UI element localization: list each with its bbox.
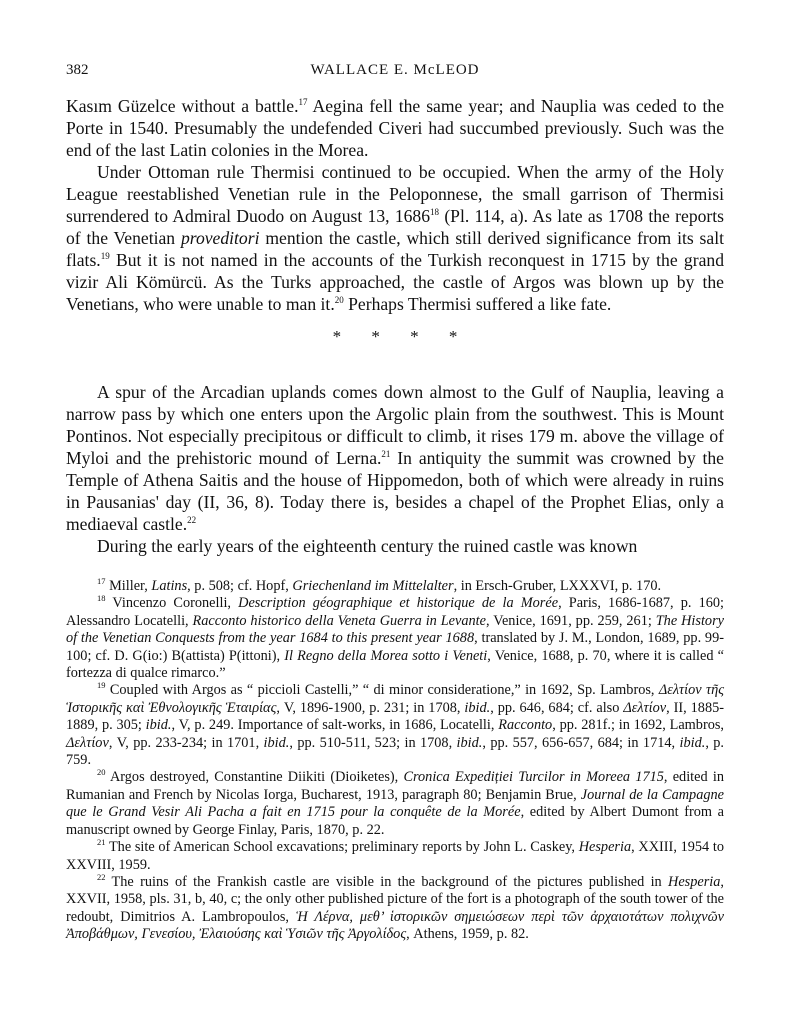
footnote-ref[interactable]: 20 (334, 295, 344, 306)
running-title: WALLACE E. McLEOD (310, 62, 480, 78)
footnote: $^{22}$ The ruins of the Frankish castle are visible in the background of the pictures published in Hesperia, XXVII, 1958, pls. 31, b, 40, c; the only other published picture of the fort is a photograph of the south tower of the redoubt, Dimitrios A. Lambropoulos, Ἡ Λέρνα, μεθ’ ἱστορικῶν σημειώσεων περὶ τῶν ἀρχαιοτάτων πολιχνῶν Ἀποβάθμων, Γενεσίου, Ἐλαιούσης καὶ Ὑσιῶν τῆς Ἀργολίδος, Athens, 1959, p. 82. (66, 872, 725, 943)
footnote-ref[interactable]: 18 (430, 207, 440, 218)
footnote: $^{21}$ The site of American School excavations; preliminary reports by John L. Caskey, Hesperia, XXIII, 1954 to XXVIII, 1959. (66, 837, 724, 873)
footnote: $^{17}$ Miller, Latins, p. 508; cf. Hopf, Griechenland im Mittelalter, in Ersch-Gruber, LXXXVI, p. 170. (97, 576, 662, 594)
footnote: $^{20}$ Argos destroyed, Constantine Diikiti (Dioiketes), Cronica Expediției Turcilor in Moreea 1715, edited in Rumanian and French by Nicolas Iorga, Bucharest, 1913, paragraph 80; Benjamin Brue, Journal de la Campagne que le Grand Vesir Ali Pacha a fait en 1715 pour la conquête de la Morée, edited by Albert Dumont from a manuscript owned by George Finlay, Paris, 1870, p. 22. (66, 767, 725, 838)
footnote-ref[interactable]: 19 (100, 251, 110, 262)
section-separator: * * * * (332, 327, 458, 346)
paragraph: During the early years of the eighteenth century the ruined castle was known (97, 536, 638, 556)
footnote-ref[interactable]: 21 (381, 449, 391, 460)
footnote: $^{19}$ Coupled with Argos as “ piccioli Castelli,” “ di minor consideratione,” in 1692, Sp. Lambros, Δελτίον τῆς Ἱστορικῆς καὶ Ἐθνολογικῆς Ἑταιρίας, V, 1896-1900, p. 231; in 1708, ibid., pp. 646, 684; cf. also Δελτίον, II, 1885-1889, p. 305; ibid., V, p. 249. Importance of salt-works, in 1686, Locatelli, Racconto, pp. 281f.; in 1692, Lambros, Δελτίον, V, pp. 233-234; in 1701, ibid., pp. 510-511, 523; in 1708, ibid., pp. 557, 656-657, 684; in 1714, ibid., p. 759. (66, 680, 725, 769)
footnote-ref[interactable]: 22 (187, 515, 197, 526)
footnotes (66, 578, 724, 944)
paragraph: A spur of the Arcadian uplands comes down almost to the Gulf of Nauplia, leaving a narrow pass by which one enters upon the Argolic plain from the southwest. This is Mount Pontinos. Not especially precipitous or difficult to climb, it rises 179 m. above the village of Myloi and the prehistoric mound of Lerna.$^{21}$ In antiquity the summit was crowned by the Temple of Athena Saitis and the house of Hippomedon, both of which were already in ruins in Pausanias' day (II, 36, 8). Today there is, besides a chapel of the Prophet Elias, only a mediaeval castle.$^{22}$ (66, 382, 724, 534)
page-number: 382 (66, 62, 89, 78)
paragraph: Under Ottoman rule Thermisi continued to be occupied. When the army of the Holy League reestablished Venetian rule in the Peloponnese, the small garrison of Thermisi surrendered to Admiral Duodo on August 13, 1686$^{18}$ (Pl. 114, a). As late as 1708 the reports of the Venetian proveditori mention the castle, which still derived significance from its salt flats.$^{19}$ But it is not named in the accounts of the Turkish reconquest in 1715 by the grand vizir Ali Kömürcü. As the Turks approached, the castle of Argos was blown up by the Venetians, who were unable to man it.$^{20}$ Perhaps Thermisi suffered a like fate. (66, 162, 725, 314)
page-header (66, 62, 724, 84)
footnote-ref[interactable]: 17 (298, 97, 308, 108)
main-text (66, 95, 724, 557)
paragraph: Kasım Güzelce without a battle.$^{17}$ Aegina fell the same year; and Nauplia was ceded to the Porte in 1540. Presumably the undefended Civeri had succumbed previously. Such was the end of the last Latin colonies in the Morea. (66, 96, 724, 160)
footnote: $^{18}$ Vincenzo Coronelli, Description géographique et historique de la Morée, Paris, 1686-1687, p. 160; Alessandro Locatelli, Racconto historico della Veneta Guerra in Levante, Venice, 1691, pp. 259, 261; The History of the Venetian Conquests from the year 1684 to this present year 1688, translated by J. M., London, 1689, pp. 99-100; cf. D. G(io:) B(attista) P(ittoni), Il Regno della Morea sotto i Veneti, Venice, 1688, p. 70, where it is called “ fortezza di qualce rimarco.” (66, 593, 724, 682)
